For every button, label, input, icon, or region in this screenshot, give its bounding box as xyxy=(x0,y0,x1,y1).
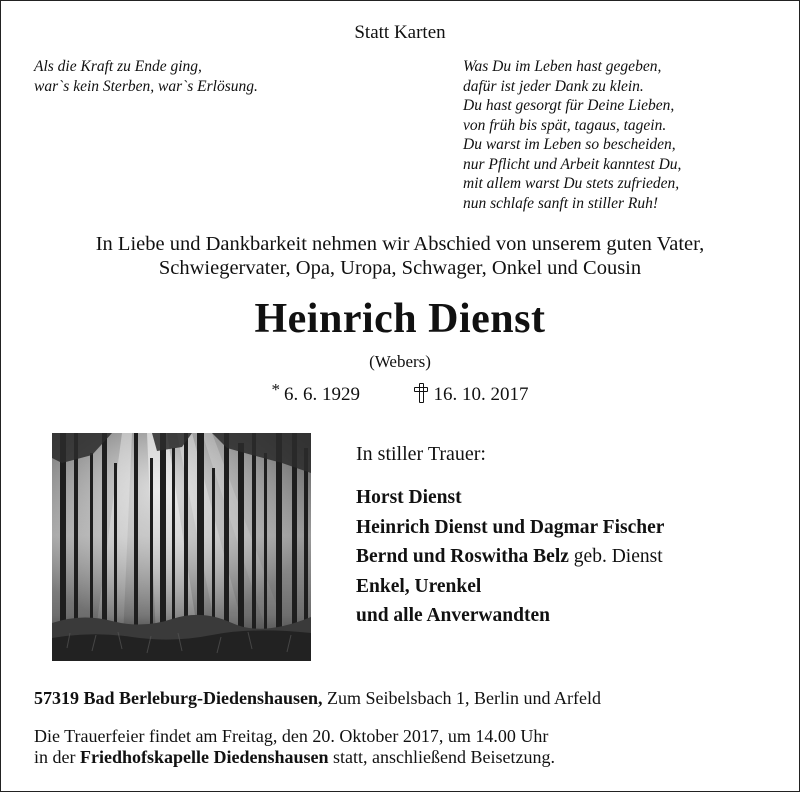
funeral-line-1: Die Trauerfeier findet am Freitag, den 20. Oktober 2017, um 14.00 Uhr xyxy=(34,726,549,746)
poem-right-line: nur Pflicht und Arbeit kanntest Du, xyxy=(463,155,682,173)
address-city: 57319 Bad Berleburg-Diedenshausen, xyxy=(34,688,323,708)
poem-left-line: Als die Kraft zu Ende ging, xyxy=(34,58,202,75)
deceased-nickname: (Webers) xyxy=(369,352,431,371)
funeral-post: statt, anschließend Beisetzung. xyxy=(328,747,555,767)
poem-right xyxy=(463,57,681,213)
statt-karten-heading: Statt Karten xyxy=(354,22,446,43)
poem-right-line: nun schlafe sanft in stiller Ruh! xyxy=(463,194,659,212)
mourners-list xyxy=(356,483,664,631)
mourner-line: Heinrich Dienst und Dagmar Fischer xyxy=(356,516,665,538)
intro-text xyxy=(0,232,800,280)
mourner-line: und alle Anverwandten xyxy=(356,605,550,626)
forest-sunbeams-image xyxy=(52,433,311,661)
mourner-line: Enkel, Urenkel xyxy=(356,575,482,597)
mourning-label: In stiller Trauer: xyxy=(356,443,486,465)
mourner-name: Bernd und Roswitha Belz xyxy=(356,546,569,567)
forest-photo-image xyxy=(52,433,311,661)
address-line xyxy=(34,688,601,709)
mourner-line: Horst Dienst xyxy=(356,487,462,508)
poem-left-line: war`s kein Sterben, war`s Erlösung. xyxy=(34,77,258,95)
death-date: 16. 10. 2017 xyxy=(433,384,529,405)
intro-line-1: In Liebe und Dankbarkeit nehmen wir Abschied von unserem guten Vater, xyxy=(95,233,705,255)
poem-right-line: Was Du im Leben hast gegeben, xyxy=(463,58,662,75)
funeral-chapel: Friedhofskapelle Diedenshausen xyxy=(79,747,329,767)
deceased-name: Heinrich Dienst xyxy=(254,296,546,342)
birth-date: 6. 6. 1929 xyxy=(284,384,360,405)
poem-right-line: von früh bis spät, tagaus, tagein. xyxy=(463,116,667,134)
poem-right-line: Du warst im Leben so bescheiden, xyxy=(463,136,676,153)
intro-line-2: Schwiegervater, Opa, Uropa, Schwager, Onkel und Cousin xyxy=(158,257,642,279)
funeral-pre: in der xyxy=(34,747,80,767)
address-rest: Zum Seibelsbach 1, Berlin und Arfeld xyxy=(322,688,601,708)
latin-cross-icon xyxy=(414,383,428,401)
poem-left xyxy=(34,57,258,96)
poem-right-line: mit allem warst Du stets zufrieden, xyxy=(463,175,680,192)
mourner-note: geb. Dienst xyxy=(568,546,663,567)
funeral-info xyxy=(34,726,555,768)
funeral-line-2 xyxy=(34,747,555,768)
birth-star-icon: * xyxy=(271,380,280,399)
poem-right-line: dafür ist jeder Dank zu klein. xyxy=(463,77,644,95)
poem-right-line: Du hast gesorgt für Deine Lieben, xyxy=(463,97,675,114)
life-dates xyxy=(0,380,800,406)
mourner-line xyxy=(356,542,664,572)
